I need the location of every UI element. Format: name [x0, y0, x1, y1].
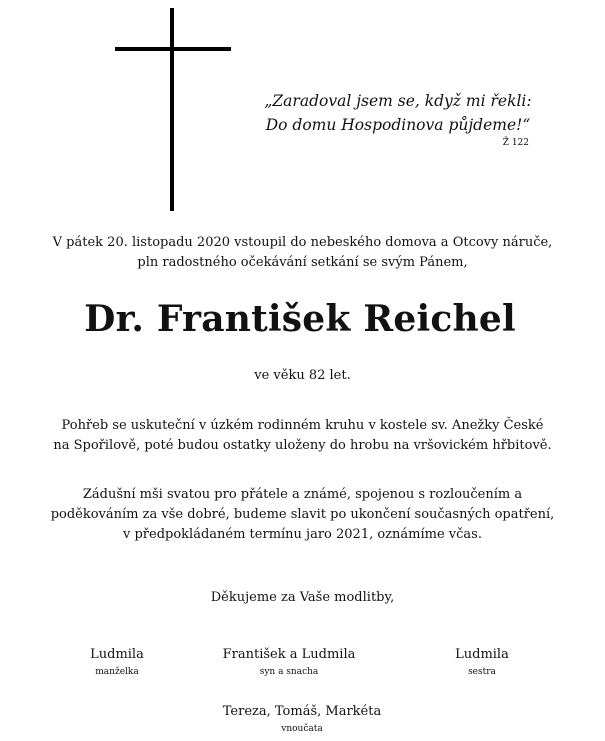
deceased-age: ve věku 82 let. [254, 368, 351, 383]
bible-quote [262, 89, 534, 137]
deceased-name: Dr. František Reichel [84, 298, 516, 340]
mourner-name: Ludmila [90, 647, 144, 662]
thanks-line: Děkujeme za Vaše modlitby, [210, 590, 395, 605]
cross-vertical-bar [170, 8, 174, 211]
mourner-role: syn a snacha [259, 667, 319, 677]
mourner-wife [22, 645, 212, 679]
mass-line-2: poděkováním za vše dobré, budeme slavit po ukončení současných opatření, [50, 507, 555, 522]
funeral-info [0, 416, 605, 456]
quote-reference: Ž 122 [502, 138, 529, 148]
mourner-sister [387, 645, 577, 679]
mourner-role: sestra [468, 667, 496, 677]
mourner-grandchildren [207, 702, 397, 736]
mourner-name: Tereza, Tomáš, Markéta [222, 704, 382, 719]
mass-line-1: Zádušní mši svatou pro přátele a známé, spojenou s rozloučením a [82, 487, 523, 502]
mourner-role: vnoučata [281, 724, 323, 734]
announcement-line-2: pln radostného očekávání setkání se svým Pánem, [137, 255, 468, 270]
funeral-line-2: na Spořilově, poté budou ostatky uloženy do hrobu na vršovickém hřbitově. [53, 438, 552, 453]
funeral-line-1: Pohřeb se uskuteční v úzkém rodinném kruhu v kostele sv. Anežky České [61, 418, 544, 433]
quote-line-1: „Zaradoval jsem se, když mi řekli: [264, 92, 532, 110]
mourner-name: Ludmila [455, 647, 509, 662]
mourner-son-and-daughter-in-law [194, 645, 384, 679]
mass-line-3: v předpokládaném termínu jaro 2021, oznámíme včas. [123, 527, 482, 542]
cross-horizontal-bar [115, 47, 231, 51]
mourner-name: František a Ludmila [222, 647, 356, 662]
quote-line-2: Do domu Hospodinova půjdeme!“ [265, 116, 531, 134]
mourner-role: manželka [95, 667, 139, 677]
announcement [0, 233, 605, 273]
mass-info [0, 485, 605, 545]
announcement-line-1: V pátek 20. listopadu 2020 vstoupil do nebeského domova a Otcovy náruče, [52, 235, 553, 250]
